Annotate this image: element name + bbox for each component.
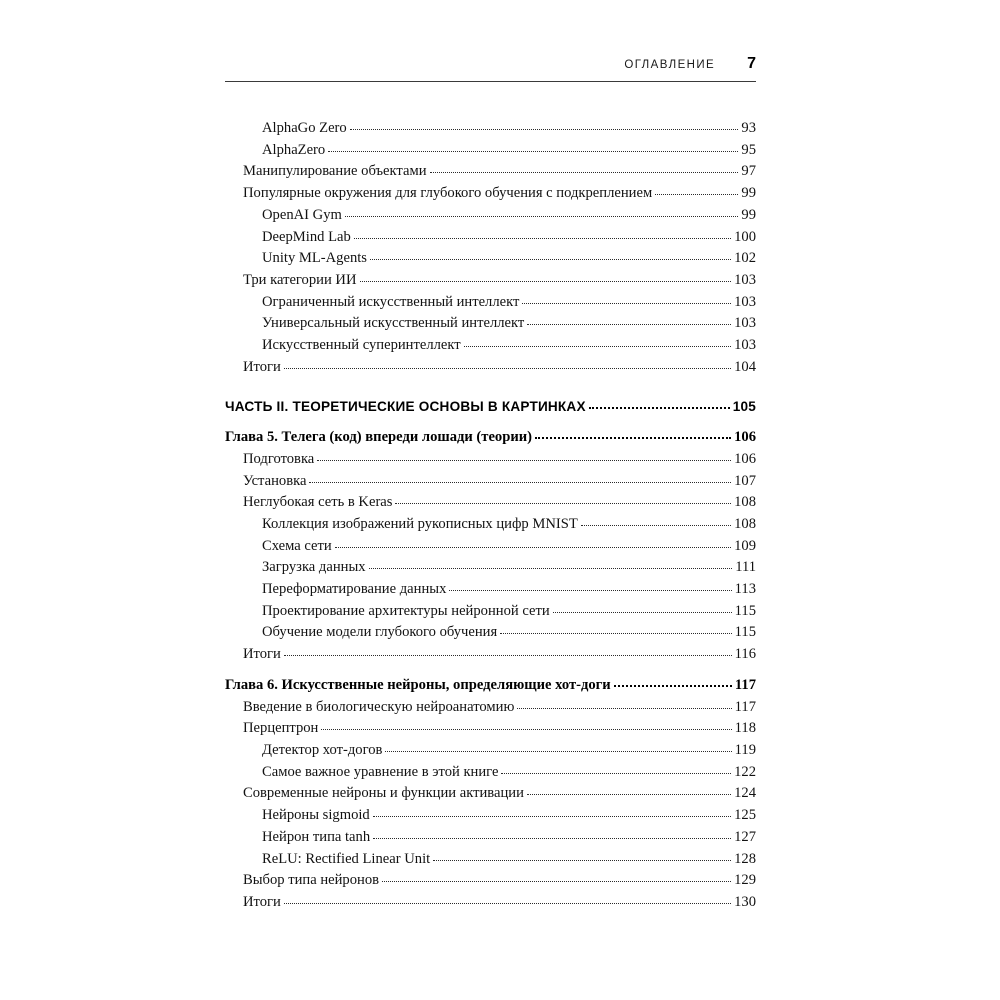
toc-entry-label: Детектор хот-догов: [262, 741, 383, 758]
toc-entry-page: 104: [734, 358, 756, 375]
toc-entry: [225, 675, 756, 697]
toc-dot-leader: [284, 655, 732, 656]
toc-entry-label: Искусственный суперинтеллект: [262, 337, 461, 354]
toc-entry: [225, 557, 756, 579]
toc-entry-page: 118: [734, 720, 756, 737]
toc-dot-leader: [284, 903, 731, 904]
toc-dot-leader: [354, 238, 731, 239]
toc-dot-leader: [321, 729, 731, 730]
toc-dot-leader: [501, 773, 731, 774]
toc-entry-label: Установка: [243, 472, 307, 489]
toc-entry-page: 119: [734, 741, 756, 758]
toc-entry: [225, 718, 756, 740]
toc-entry-page: 124: [734, 785, 756, 802]
toc-entry-page: 95: [741, 141, 756, 158]
toc-dot-leader: [430, 172, 739, 173]
toc-dot-leader: [317, 460, 731, 461]
toc-entry-label: DeepMind Lab: [262, 228, 351, 245]
toc-entry: [225, 313, 756, 335]
toc-entry-page: 99: [741, 185, 756, 202]
page-content: [225, 55, 756, 914]
toc-entry: [225, 270, 756, 292]
toc-entry-page: 103: [734, 337, 756, 354]
toc-entry-page: 105: [732, 399, 756, 415]
toc-entry-label: Проектирование архитектуры нейронной сети: [262, 602, 550, 619]
toc-entry: [225, 292, 756, 314]
toc-entry: [225, 427, 756, 449]
toc-entry-label: AlphaZero: [262, 141, 326, 158]
toc-entry: [225, 644, 756, 666]
toc-entry: [225, 227, 756, 249]
toc-dot-leader: [449, 590, 731, 591]
toc-dot-leader: [373, 816, 731, 817]
toc-entry-label: Неглубокая сеть в Keras: [243, 494, 393, 511]
toc-entry-page: 102: [734, 250, 756, 267]
toc-entry-label: ReLU: Rectified Linear Unit: [262, 850, 431, 867]
toc-entry-label: Самое важное уравнение в этой книге: [262, 763, 499, 780]
toc-entry-page: 103: [734, 293, 756, 310]
toc-dot-leader: [517, 708, 731, 709]
toc-dot-leader: [395, 503, 731, 504]
toc-entry-label: Популярные окружения для глубокого обучения с подкреплением: [243, 185, 653, 202]
toc-entry-label: AlphaGo Zero: [262, 120, 347, 136]
toc-entry: [225, 140, 756, 162]
toc-entry-label: Три категории ИИ: [243, 271, 357, 288]
page-number: 7: [747, 55, 756, 72]
toc-dot-leader: [345, 216, 739, 217]
toc-entry: [225, 827, 756, 849]
toc-entry-page: 127: [734, 828, 756, 845]
toc-entry-page: 108: [734, 494, 756, 511]
toc-entry-label: Итоги: [243, 358, 281, 375]
toc-entry: [225, 357, 756, 379]
toc-entry: [225, 492, 756, 514]
toc-entry: [225, 740, 756, 762]
toc-entry-label: Ограниченный искусственный интеллект: [262, 293, 520, 310]
toc-dot-leader: [464, 346, 731, 347]
toc-entry-label: Итоги: [243, 646, 281, 663]
toc-entry-label: Подготовка: [243, 450, 315, 467]
toc-entry: [225, 622, 756, 644]
toc-dot-leader: [385, 751, 731, 752]
toc-entry-page: 128: [734, 850, 756, 867]
toc-entry: [225, 118, 756, 140]
toc-entry: [225, 449, 756, 471]
toc-dot-leader: [382, 881, 731, 882]
toc-entry: [225, 471, 756, 493]
toc-entry-label: Глава 5. Телега (код) впереди лошади (теории): [225, 429, 533, 446]
toc-dot-leader: [335, 547, 731, 548]
page-header: [225, 55, 756, 73]
toc-entry-page: 117: [734, 698, 756, 715]
toc-dot-leader: [581, 525, 731, 526]
toc-entry: [225, 205, 756, 227]
toc-entry-page: 129: [734, 872, 756, 889]
toc-entry-label: Универсальный искусственный интеллект: [262, 315, 525, 332]
toc-entry: [225, 601, 756, 623]
toc-dot-leader: [589, 407, 730, 409]
toc-entry: [225, 396, 756, 418]
toc-entry-page: 103: [734, 315, 756, 332]
toc-entry-page: 97: [741, 163, 756, 180]
toc-entry-page: 93: [741, 120, 756, 136]
toc-dot-leader: [527, 324, 731, 325]
toc-entry-page: 106: [734, 429, 756, 446]
toc-dot-leader: [614, 685, 732, 687]
toc-entry-label: OpenAI Gym: [262, 206, 342, 223]
toc-entry-page: 125: [734, 807, 756, 824]
toc-dot-leader: [535, 437, 731, 439]
toc-entry-label: Обучение модели глубокого обучения: [262, 624, 498, 641]
toc-entry-label: Нейроны sigmoid: [262, 807, 370, 824]
toc-entry-page: 115: [734, 624, 756, 641]
toc-dot-leader: [369, 568, 733, 569]
toc-dot-leader: [309, 482, 731, 483]
toc-dot-leader: [522, 303, 731, 304]
toc-entry-label: Схема сети: [262, 537, 332, 554]
header-rule: [225, 81, 756, 82]
toc-dot-leader: [527, 794, 731, 795]
toc-entry: [225, 805, 756, 827]
toc-entry: [225, 579, 756, 601]
toc-entry-page: 103: [734, 271, 756, 288]
toc-entry-page: 106: [734, 450, 756, 467]
toc-entry-page: 113: [734, 581, 756, 598]
toc-entry: [225, 870, 756, 892]
toc-entry-label: Глава 6. Искусственные нейроны, определяющие хот-доги: [225, 676, 611, 693]
toc-entry-page: 107: [734, 472, 756, 489]
toc-entry: [225, 697, 756, 719]
toc-entry-page: 108: [734, 515, 756, 532]
toc-entry: [225, 536, 756, 558]
toc-entry-label: Введение в биологическую нейроанатомию: [243, 698, 515, 715]
toc-entry-page: 111: [735, 559, 756, 576]
toc-entry-label: Итоги: [243, 893, 281, 910]
toc-entry-label: ЧАСТЬ II. ТЕОРЕТИЧЕСКИЕ ОСНОВЫ В КАРТИНКАХ: [225, 399, 586, 415]
toc-dot-leader: [284, 368, 731, 369]
toc-dot-leader: [553, 612, 732, 613]
running-head-title: ОГЛАВЛЕНИЕ: [624, 59, 716, 71]
toc-entry-page: 116: [734, 646, 756, 663]
toc-entry-page: 115: [734, 602, 756, 619]
toc-entry-label: Манипулирование объектами: [243, 163, 427, 180]
toc-dot-leader: [433, 860, 731, 861]
toc-entry: [225, 762, 756, 784]
toc-entry-label: Перцептрон: [243, 720, 319, 737]
toc-entry-label: Переформатирование данных: [262, 581, 447, 598]
toc-entry: [225, 183, 756, 205]
table-of-contents: [225, 118, 756, 914]
toc-entry-page: 109: [734, 537, 756, 554]
toc-dot-leader: [655, 194, 738, 195]
toc-entry-label: Коллекция изображений рукописных цифр MNIST: [262, 515, 578, 532]
toc-entry-label: Нейрон типа tanh: [262, 828, 371, 845]
toc-entry: [225, 248, 756, 270]
toc-entry: [225, 514, 756, 536]
toc-dot-leader: [500, 633, 731, 634]
toc-entry-page: 100: [734, 228, 756, 245]
toc-entry: [225, 783, 756, 805]
toc-entry: [225, 849, 756, 871]
toc-dot-leader: [350, 129, 739, 130]
toc-entry: [225, 161, 756, 183]
toc-entry-page: 130: [734, 893, 756, 910]
toc-entry-label: Загрузка данных: [262, 559, 366, 576]
toc-entry-page: 122: [734, 763, 756, 780]
toc-entry-label: Современные нейроны и функции активации: [243, 785, 524, 802]
toc-entry: [225, 892, 756, 914]
toc-entry-label: Unity ML-Agents: [262, 250, 367, 267]
toc-entry-label: Выбор типа нейронов: [243, 872, 380, 889]
toc-entry-page: 99: [741, 206, 756, 223]
toc-entry: [225, 335, 756, 357]
toc-dot-leader: [370, 259, 731, 260]
toc-entry-page: 117: [734, 676, 756, 693]
toc-dot-leader: [360, 281, 732, 282]
toc-dot-leader: [373, 838, 731, 839]
toc-dot-leader: [328, 151, 738, 152]
